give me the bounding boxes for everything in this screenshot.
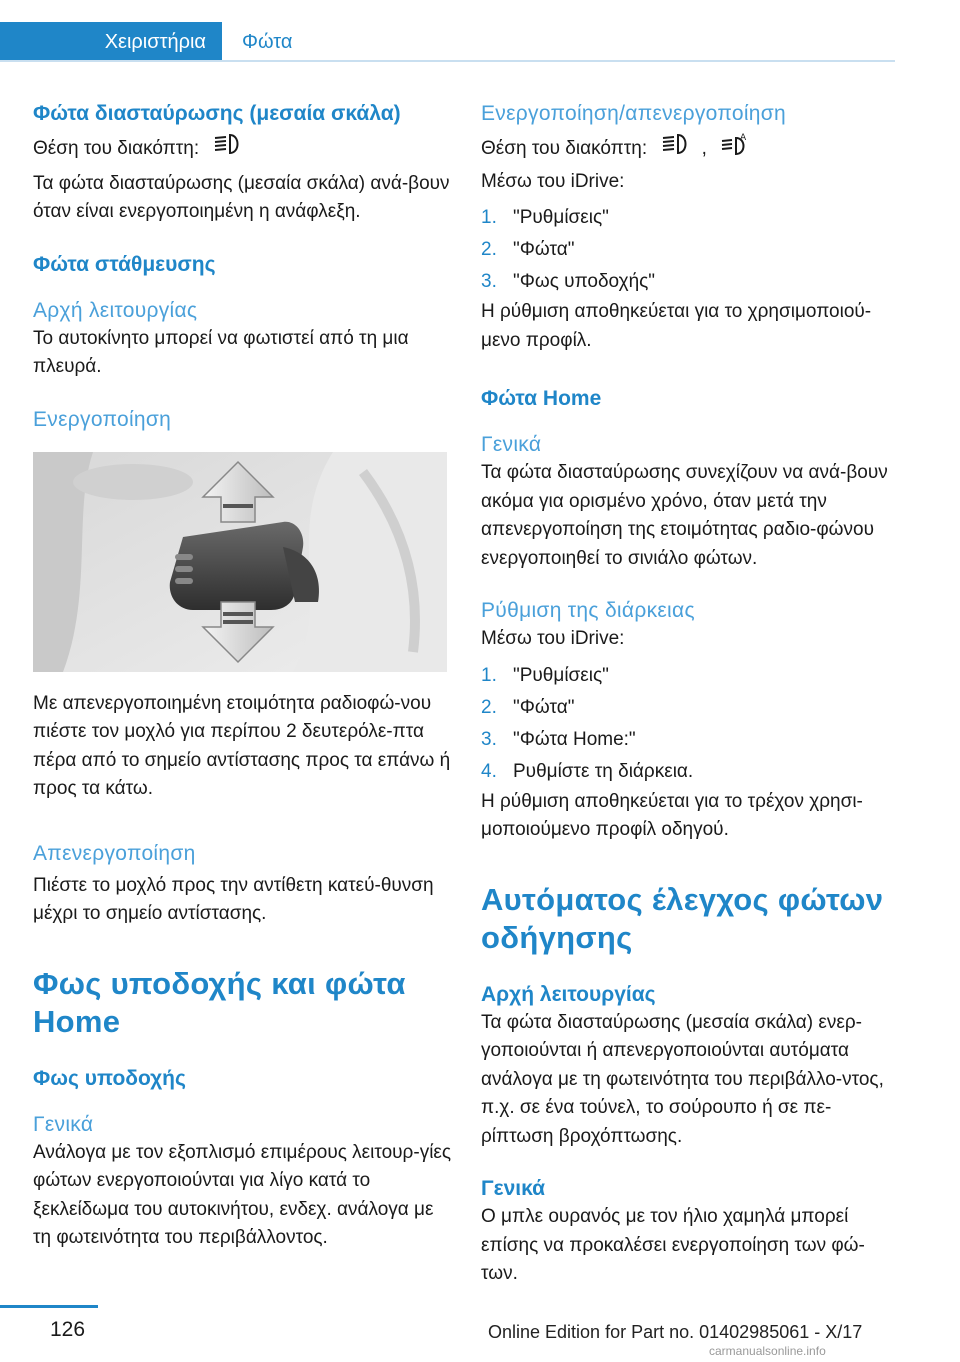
heading-side-lights: Φώτα διασταύρωσης (μεσαία σκάλα) — [33, 102, 401, 125]
principle-text: Το αυτοκίνητο μπορεί να φωτιστεί από τη μια πλευρά. — [33, 327, 409, 377]
via-idrive-label-2: Μέσω του iDrive: — [481, 628, 625, 649]
tab-controls[interactable]: Χειριστήρια — [0, 22, 222, 62]
heading-principle-right: Αρχή λειτουργίας — [481, 982, 656, 1006]
heading-activation: Ενεργοποίηση — [33, 407, 172, 431]
header-divider — [0, 60, 895, 62]
list-item: 2. "Φώτα" — [481, 239, 575, 260]
heading-auto-lights: Αυτόματος έλεγχος φώτων οδήγησης — [481, 881, 884, 955]
low-beam-icon — [210, 132, 244, 166]
activation-text: Με απενεργοποιημένη ετοιμότητα ραδιοφώ-νου πιέστε τον μοχλό για περίπου 2 δευτερόλε-πτα πέρα από το σημείο αντίστασης προς τα επάνω ή προς τα κάτω. — [33, 692, 451, 799]
list-item: 2. "Φώτα" — [481, 696, 575, 718]
switch-position-line-right — [481, 132, 896, 166]
deactivation-text: Πιέστε το μοχλό προς την αντίθετη κατεύ-θυνση μέχρι το σημείο αντίστασης. — [33, 874, 434, 924]
footer-divider — [0, 1305, 98, 1308]
general-text: Ανάλογα με τον εξοπλισμό επιμέρους λειτουρ-γίες φώτων ενεργοποιούνται για λίγο κατά το ξεκλείδωμα του αυτοκινήτου, ενδεχ. ανάλογα με τη φωτεινότητα του περιβάλλοντος. — [33, 1141, 452, 1248]
list-item: 1. "Ρυθμίσεις" — [481, 207, 609, 228]
heading-general-2: Γενικά — [481, 1177, 546, 1200]
switch-position-label: Θέση του διακόπτη: — [33, 137, 200, 159]
auto-light-icon — [718, 132, 752, 166]
right-column — [481, 100, 896, 1289]
left-column — [33, 100, 453, 1253]
heading-deactivation: Απενεργοποίηση — [33, 841, 196, 865]
steps-list-welcome — [481, 202, 896, 298]
heading-on-off: Ενεργοποίηση/απενεργοποίηση — [481, 102, 787, 125]
saved-text-2: Η ρύθμιση αποθηκεύεται για το τρέχον χρησι-μοποιούμενο προφίλ οδηγού. — [481, 790, 863, 840]
list-item: 4. Ρυθμίστε τη διάρκεια. — [481, 760, 694, 782]
switch-position-label: Θέση του διακόπτη: — [481, 137, 648, 159]
svg-text:A: A — [740, 133, 747, 143]
heading-welcome-light: Φως υποδοχής — [33, 1066, 186, 1090]
saved-text-1: Η ρύθμιση αποθηκεύεται για το χρησιμοποιού-μενο προφίλ. — [481, 301, 872, 351]
heading-home-lights: Φώτα Home — [481, 387, 602, 410]
heading-parking-lights: Φώτα στάθμευσης — [33, 252, 216, 276]
steps-list-duration — [481, 660, 896, 788]
page-number: 126 — [50, 1318, 86, 1341]
list-item: 1. "Ρυθμίσεις" — [481, 664, 609, 686]
tab-lights[interactable]: Φώτα — [222, 22, 895, 62]
heading-general-right: Γενικά — [481, 433, 542, 456]
lever-illustration — [33, 452, 447, 672]
heading-general: Γενικά — [33, 1112, 94, 1136]
separator-comma: , — [701, 137, 707, 159]
sky-text: Ο μπλε ουρανός με τον ήλιο χαμηλά μπορεί επίσης να προκαλέσει ενεργοποίηση των φώ-των. — [481, 1206, 865, 1284]
via-idrive-label: Μέσω του iDrive: — [481, 170, 625, 192]
auto-lights-text: Τα φώτα διασταύρωσης (μεσαία σκάλα) ενερ-γοποιούνται ή απενεργοποιούνται αυτόματα ανάλογα με τη φωτεινότητα του περιβάλλο-ντος, π.χ. σε ένα τούνελ, το σούρουπο ή σε πε-ρίπτωση βροχόπτωσης. — [481, 1011, 884, 1147]
edition-text: Online Edition for Part no. 01402985061 - X/17 — [488, 1322, 863, 1342]
heading-principle: Αρχή λειτουργίας — [33, 298, 198, 322]
home-lights-text: Τα φώτα διασταύρωσης συνεχίζουν να ανά-βουν ακόμα για ορισμένο χρόνο, όταν μετά την απενεργοποίηση της ετοιμότητας ραδιο-φώνου ενεργοποιηθεί το σινιάλο φώτων. — [481, 462, 888, 569]
heading-welcome-home: Φως υποδοχής και φώτα Home — [33, 965, 406, 1039]
list-item: 3. "Φως υποδοχής" — [481, 271, 656, 292]
side-lights-text: Τα φώτα διασταύρωσης (μεσαία σκάλα) ανά-βουν όταν είναι ενεργοποιημένη η ανάφλεξη. — [33, 172, 450, 222]
header-tabs — [0, 22, 895, 62]
list-item: 3. "Φώτα Home:" — [481, 728, 636, 750]
low-beam-icon — [658, 132, 692, 166]
switch-position-line — [33, 132, 453, 166]
heading-duration: Ρύθμιση της διάρκειας — [481, 599, 695, 622]
watermark: carmanualsonline.info — [709, 1344, 826, 1358]
